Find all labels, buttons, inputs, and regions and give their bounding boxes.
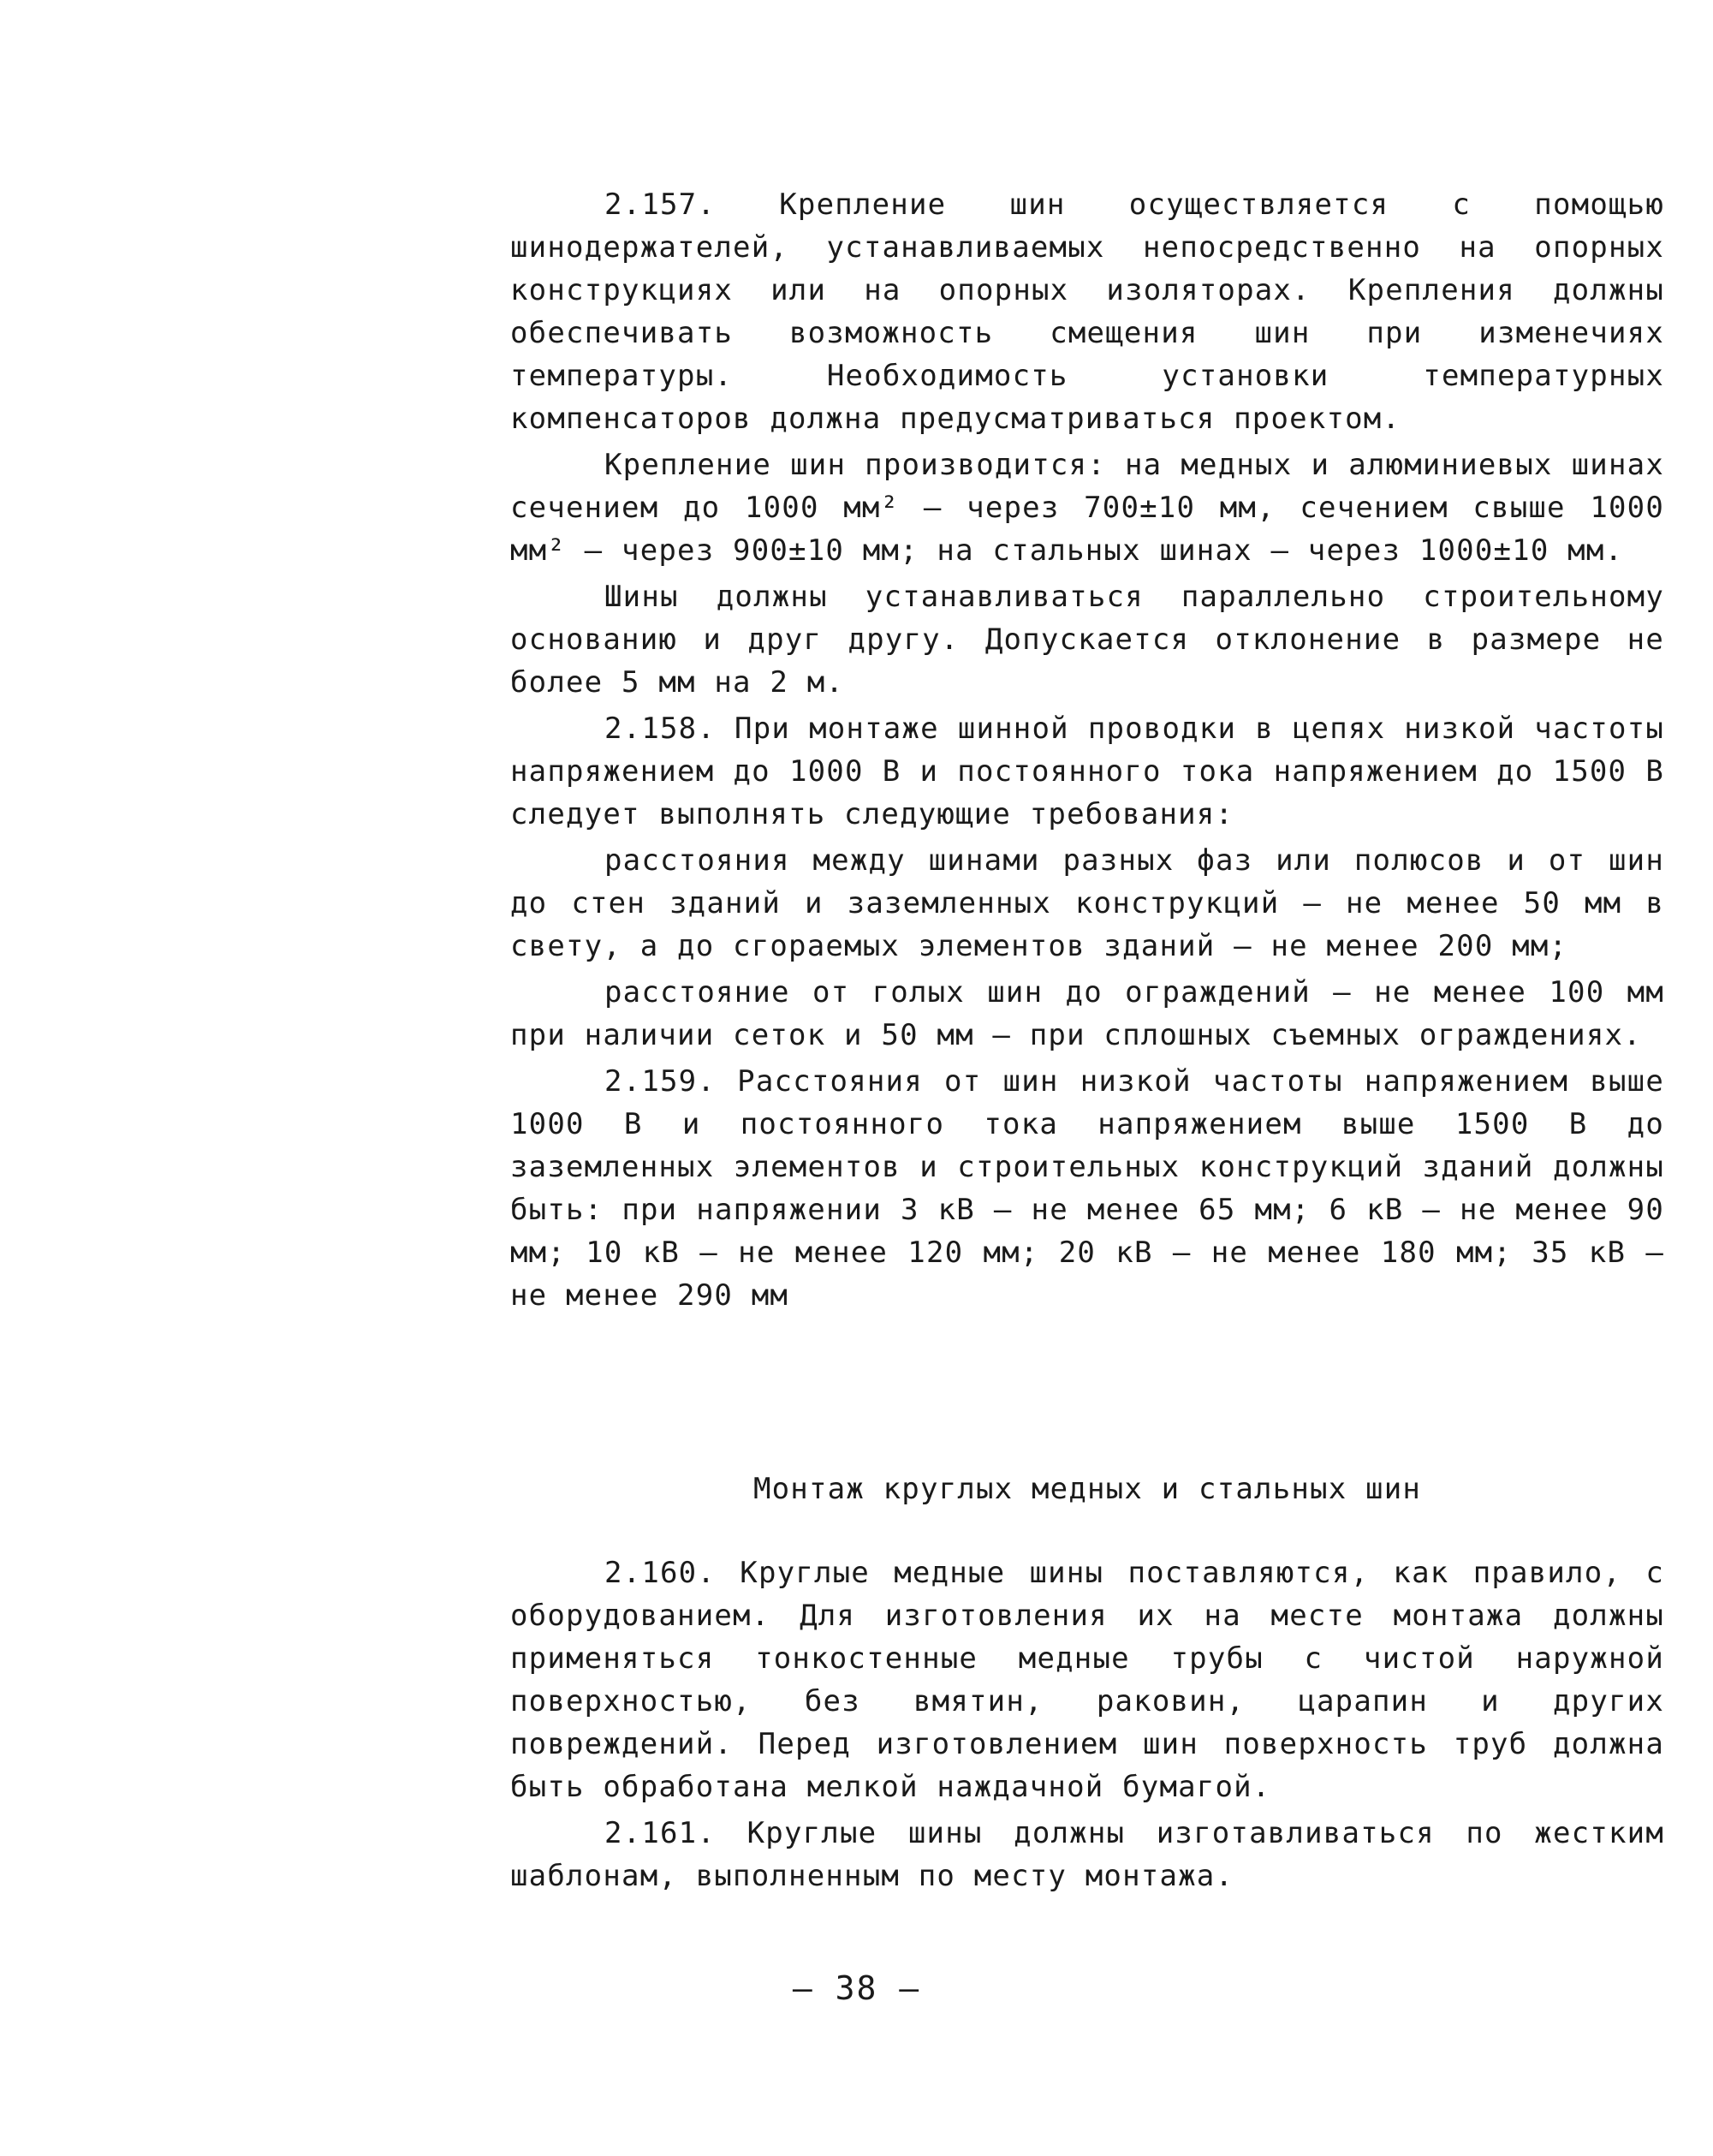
paragraph-2-159: 2.159. Расстояния от шин низкой частоты напряжением выше 1000 В и постоянного тока напряжением выше 1500 В до заземленных элементов и строительных конструкций зданий должны быть: при напряжении 3 кВ – не менее 65 мм; 6 кВ – не менее 90 мм; 10 кВ – не менее 120 мм; 20 кВ – не менее 180 мм; 35 кВ – не менее 290 мм xyxy=(510,1064,1664,1313)
paragraph-2-157: 2.157. Крепление шин осуществляется с помощью шинодержателей, устанавливаемых непосредственно на опорных конструкциях или на опорных изоляторах. Крепления должны обеспечивать возможность смещения шин при изменечиях температуры. Необходимость установки температурных компенсаторов должна предусматриваться проектом. xyxy=(510,188,1664,436)
body-text-lower xyxy=(510,1551,1664,1901)
paragraph-fastening-spacing: Крепление шин производится: на медных и алюминиевых шинах сечением до 1000 мм² – через 700±10 мм, сечением свыше 1000 мм² – через 900±10 мм; на стальных шинах – через 1000±10 мм. xyxy=(510,448,1664,568)
paragraph-phase-distances: расстояния между шинами разных фаз или полюсов и от шин до стен зданий и заземленных конструкций – не менее 50 мм в свету, а до сгораемых элементов зданий – не менее 200 мм; xyxy=(510,843,1664,963)
paragraph-2-158: 2.158. При монтаже шинной проводки в цепях низкой частоты напряжением до 1000 В и постоянного тока напряжением до 1500 В следует выполнять следующие требования: xyxy=(510,712,1664,831)
paragraph-guard-distances: расстояние от голых шин до ограждений – не менее 100 мм при наличии сеток и 50 мм – при сплошных съемных ограждениях. xyxy=(510,975,1664,1052)
paragraph-2-161: 2.161. Круглые шины должны изготавливаться по жестким шаблонам, выполненным по месту монтажа. xyxy=(510,1816,1664,1893)
paragraph-parallel-installation: Шины должны устанавливаться параллельно строительному основанию и друг другу. Допускается отклонение в размере не более 5 мм на 2 м. xyxy=(510,580,1664,700)
section-heading: Монтаж круглых медных и стальных шин xyxy=(752,1472,1422,1506)
paragraph-2-160: 2.160. Круглые медные шины поставляются, как правило, с оборудованием. Для изготовления их на месте монтажа должны применяться тонкостенные медные трубы с чистой наружной поверхностью, без вмятин, раковин, царапин и других повреждений. Перед изготовлением шин поверхность труб должна быть обработана мелкой наждачной бумагой. xyxy=(510,1556,1664,1804)
page-number: – 38 – xyxy=(792,1969,921,2007)
body-text-upper xyxy=(510,183,1664,1320)
